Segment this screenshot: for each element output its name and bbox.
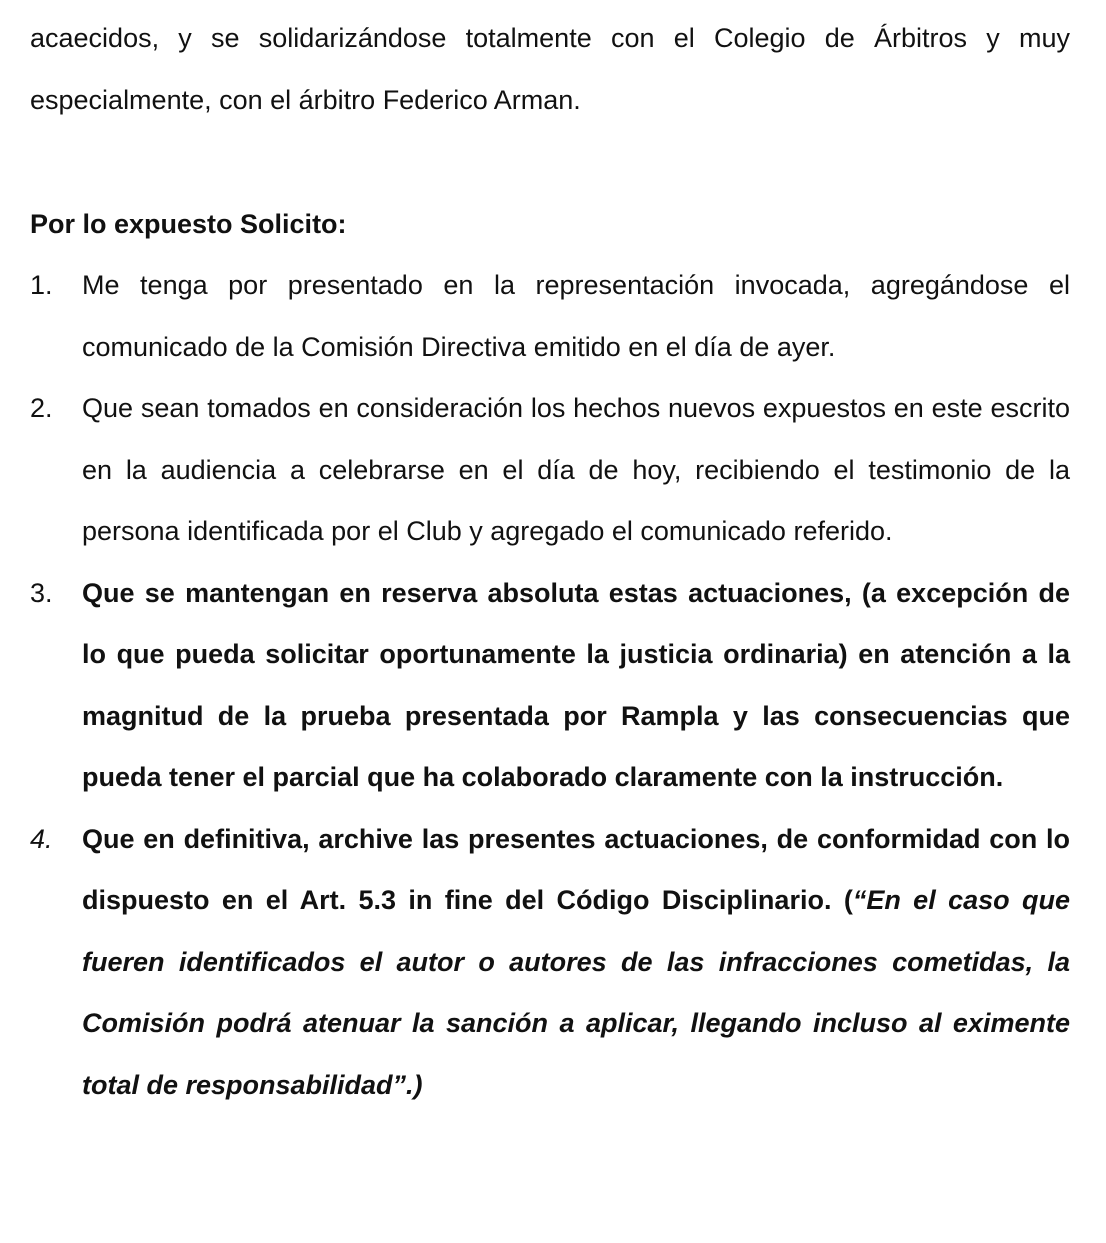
list-item-3 <box>30 563 1070 809</box>
list-text-2: Que sean tomados en consideración los hechos nuevos expuestos en este escrito en la audiencia a celebrarse en el día de hoy, recibiendo el testimonio de la persona identificada por el Club y agregado el comunicado referido. <box>82 393 1070 546</box>
section-heading: Por lo expuesto Solicito: <box>30 209 347 239</box>
list-item-4 <box>30 809 1070 1117</box>
request-list <box>30 255 1070 1116</box>
list-item-1 <box>30 255 1070 378</box>
list-text-3: Que se mantengan en reserva absoluta estas actuaciones, (a excepción de lo que pueda solicitar oportunamente la justicia ordinaria) en atención a la magnitud de la prueba presentada por Rampla y las consecuencias que pueda tener el parcial que ha colaborado claramente con la instrucción. <box>82 577 1070 792</box>
list-text-1: Me tenga por presentado en la representación invocada, agregándose el comunicado de la Comisión Directiva emitido en el día de ayer. <box>82 270 1070 362</box>
intro-paragraph: acaecidos, y se solidarizándose totalmente con el Colegio de Árbitros y muy especialmente, con el árbitro Federico Arman. <box>30 23 1070 115</box>
list-text-4: Que en definitiva, archive las presentes actuaciones, de conformidad con lo dispuesto en el Art. 5.3 in fine del Código Disciplinario. ( <box>82 823 1070 915</box>
list-item-2 <box>30 378 1070 563</box>
list-quote-4: “En el caso que fueren identificados el autor o autores de las infracciones cometidas, la Comisión podrá atenuar la sanción a aplicar, llegando incluso al eximente total de responsabilidad”.) <box>82 885 1070 1100</box>
list-number-1: 1. <box>30 270 53 300</box>
list-number-3: 3. <box>30 577 53 608</box>
list-number-4: 4. <box>30 823 53 854</box>
list-number-2: 2. <box>30 393 53 423</box>
